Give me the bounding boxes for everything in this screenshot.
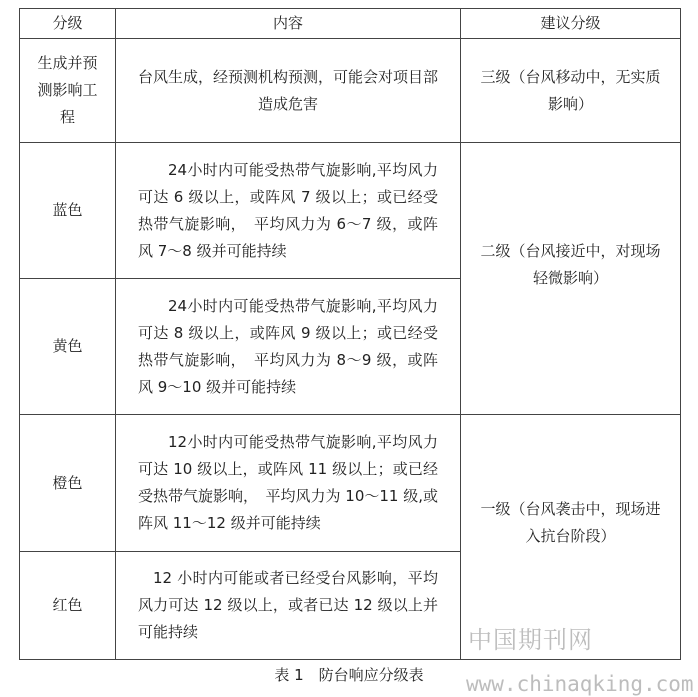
- table-header-row: [20, 9, 681, 39]
- content-text: 24小时内可能受热带气旋影响,平均风力可达 8 级以上，或阵风 9 级以上；或已经受热带气旋影响， 平均风力为 8～9 级，或阵风 9～10 级并可能持续: [138, 296, 438, 396]
- watermark-url: www.chinaqking.com: [466, 672, 694, 696]
- content-cell: [116, 552, 461, 660]
- table-row: [20, 39, 681, 143]
- table-row: [20, 143, 681, 279]
- level-cell: 橙色: [20, 415, 116, 552]
- content-cell: [116, 39, 461, 143]
- content-cell: [116, 279, 461, 415]
- watermark-cn: 中国期刊网: [468, 626, 593, 654]
- level-text: 生成并预测影响工程: [37, 54, 98, 126]
- level-cell: 红色: [20, 552, 116, 660]
- suggestion-text: 三级（台风移动中，无实质影响）: [480, 67, 661, 113]
- table-caption: 表 1 防台响应分级表: [274, 666, 424, 684]
- content-text: 台风生成，经预测机构预测，可能会对项目部造成危害: [138, 67, 439, 113]
- level-cell: 蓝色: [20, 143, 116, 279]
- level-cell: [20, 39, 116, 143]
- suggestion-cell: [461, 143, 681, 415]
- header-content: 内容: [116, 9, 461, 39]
- table-row: [20, 415, 681, 552]
- content-cell: [116, 415, 461, 552]
- response-level-table: [19, 8, 681, 660]
- header-suggestion: 建议分级: [461, 9, 681, 39]
- content-text: 12小时内可能受热带气旋影响,平均风力可达 10 级以上，或阵风 11 级以上；或已经受热带气旋影响， 平均风力为 10～11 级,或阵风 11～12 级并可能持续: [138, 433, 438, 532]
- level-cell: 黄色: [20, 279, 116, 415]
- content-text: 12 小时内可能或者已经受台风影响，平均风力可达 12 级以上，或者已达 12 级以上并可能持续: [138, 569, 438, 641]
- content-text: 24小时内可能受热带气旋影响,平均风力可达 6 级以上，或阵风 7 级以上；或已经受热带气旋影响， 平均风力为 6～7 级，或阵风 7～8 级并可能持续: [138, 160, 438, 260]
- header-level: 分级: [20, 9, 116, 39]
- suggestion-cell: [461, 39, 681, 143]
- suggestion-text: 一级（台风袭击中，现场进入抗台阶段）: [480, 500, 661, 545]
- content-cell: [116, 143, 461, 279]
- suggestion-text: 二级（台风接近中，对现场轻微影响）: [480, 241, 661, 287]
